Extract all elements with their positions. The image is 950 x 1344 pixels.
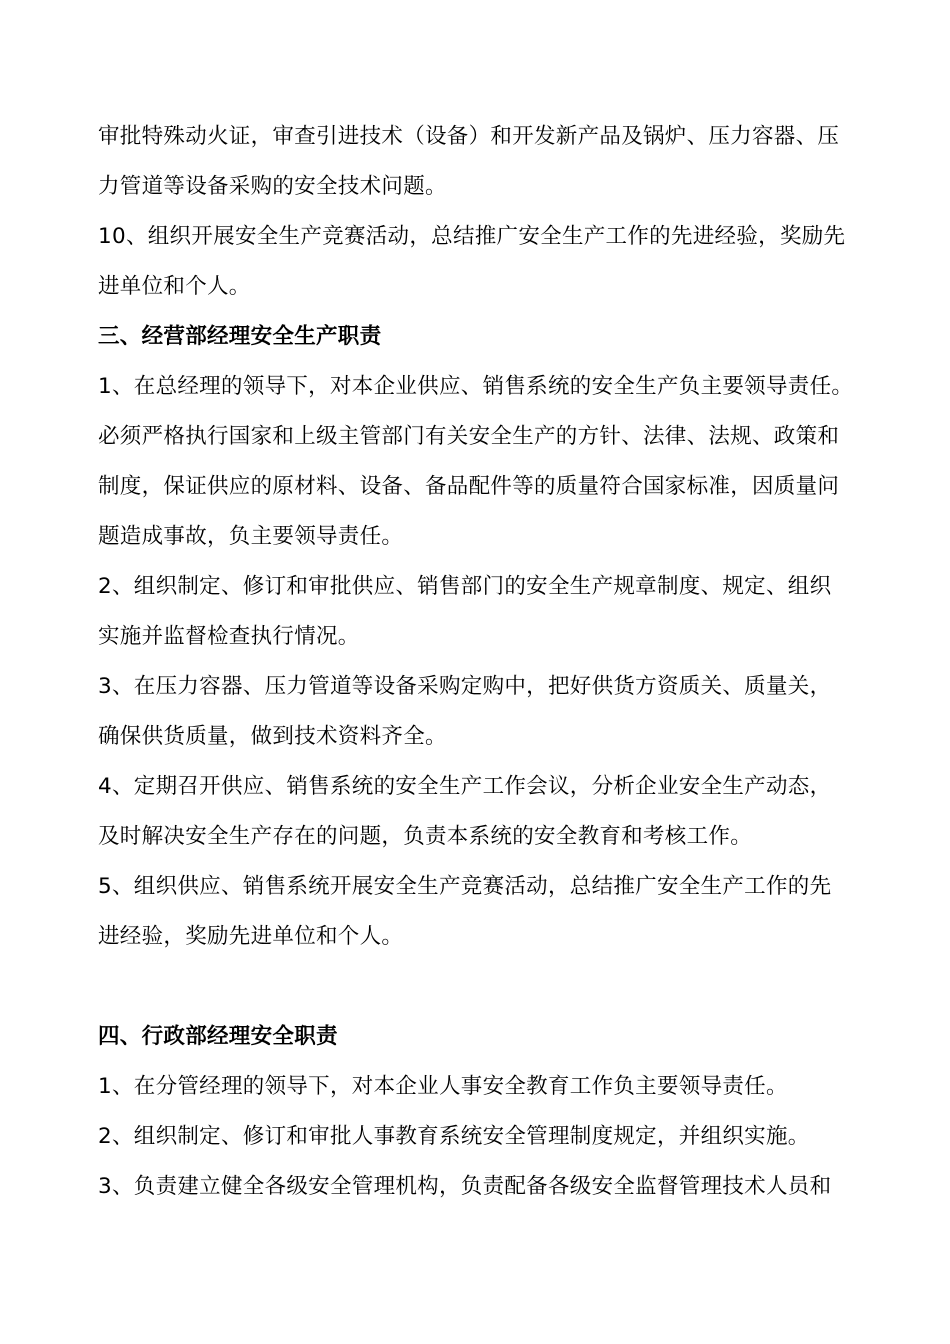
text-line: 及时解决安全生产存在的问题，负责本系统的安全教育和考核工作。 xyxy=(98,824,753,849)
blank-gap xyxy=(98,962,858,1012)
text-line: 审批特殊动火证，审查引进技术（设备）和开发新产品及锅炉、压力容器、压 xyxy=(98,124,840,149)
text-line: 2、组织制定、修订和审批人事教育系统安全管理制度规定，并组织实施。 xyxy=(98,1124,810,1149)
text-line: 题造成事故，负主要领导责任。 xyxy=(98,524,404,549)
text-line: 实施并监督检查执行情况。 xyxy=(98,624,360,649)
text-line: 3、负责建立健全各级安全管理机构，负责配备各级安全监督管理技术人员和 xyxy=(98,1174,832,1199)
text-line: 10、组织开展安全生产竞赛活动，总结推广安全生产工作的先进经验，奖励先 xyxy=(98,224,846,249)
text-line: 3、在压力容器、压力管道等设备采购定购中，把好供货方资质关、质量关， xyxy=(98,674,832,699)
text-line: 力管道等设备采购的安全技术问题。 xyxy=(98,174,447,199)
text-line: 4、定期召开供应、销售系统的安全生产工作会议，分析企业安全生产动态， xyxy=(98,774,832,799)
text-line: 1、在分管经理的领导下，对本企业人事安全教育工作负主要领导责任。 xyxy=(98,1074,788,1099)
text-line: 进经验，奖励先进单位和个人。 xyxy=(98,924,404,949)
text-line: 确保供货质量，做到技术资料齐全。 xyxy=(98,724,447,749)
section-heading: 四、行政部经理安全职责 xyxy=(98,1024,338,1049)
text-line: 5、组织供应、销售系统开展安全生产竞赛活动，总结推广安全生产工作的先 xyxy=(98,874,832,899)
document-body xyxy=(98,112,858,1212)
text-line: 2、组织制定、修订和审批供应、销售部门的安全生产规章制度、规定、组织 xyxy=(98,574,832,599)
section-heading: 三、经营部经理安全生产职责 xyxy=(98,324,382,349)
text-line: 1、在总经理的领导下，对本企业供应、销售系统的安全生产负主要领导责任。 xyxy=(98,374,854,399)
text-line: 制度，保证供应的原材料、设备、备品配件等的质量符合国家标准，因质量问 xyxy=(98,474,840,499)
text-line: 必须严格执行国家和上级主管部门有关安全生产的方针、法律、法规、政策和 xyxy=(98,424,840,449)
text-line: 进单位和个人。 xyxy=(98,274,251,299)
